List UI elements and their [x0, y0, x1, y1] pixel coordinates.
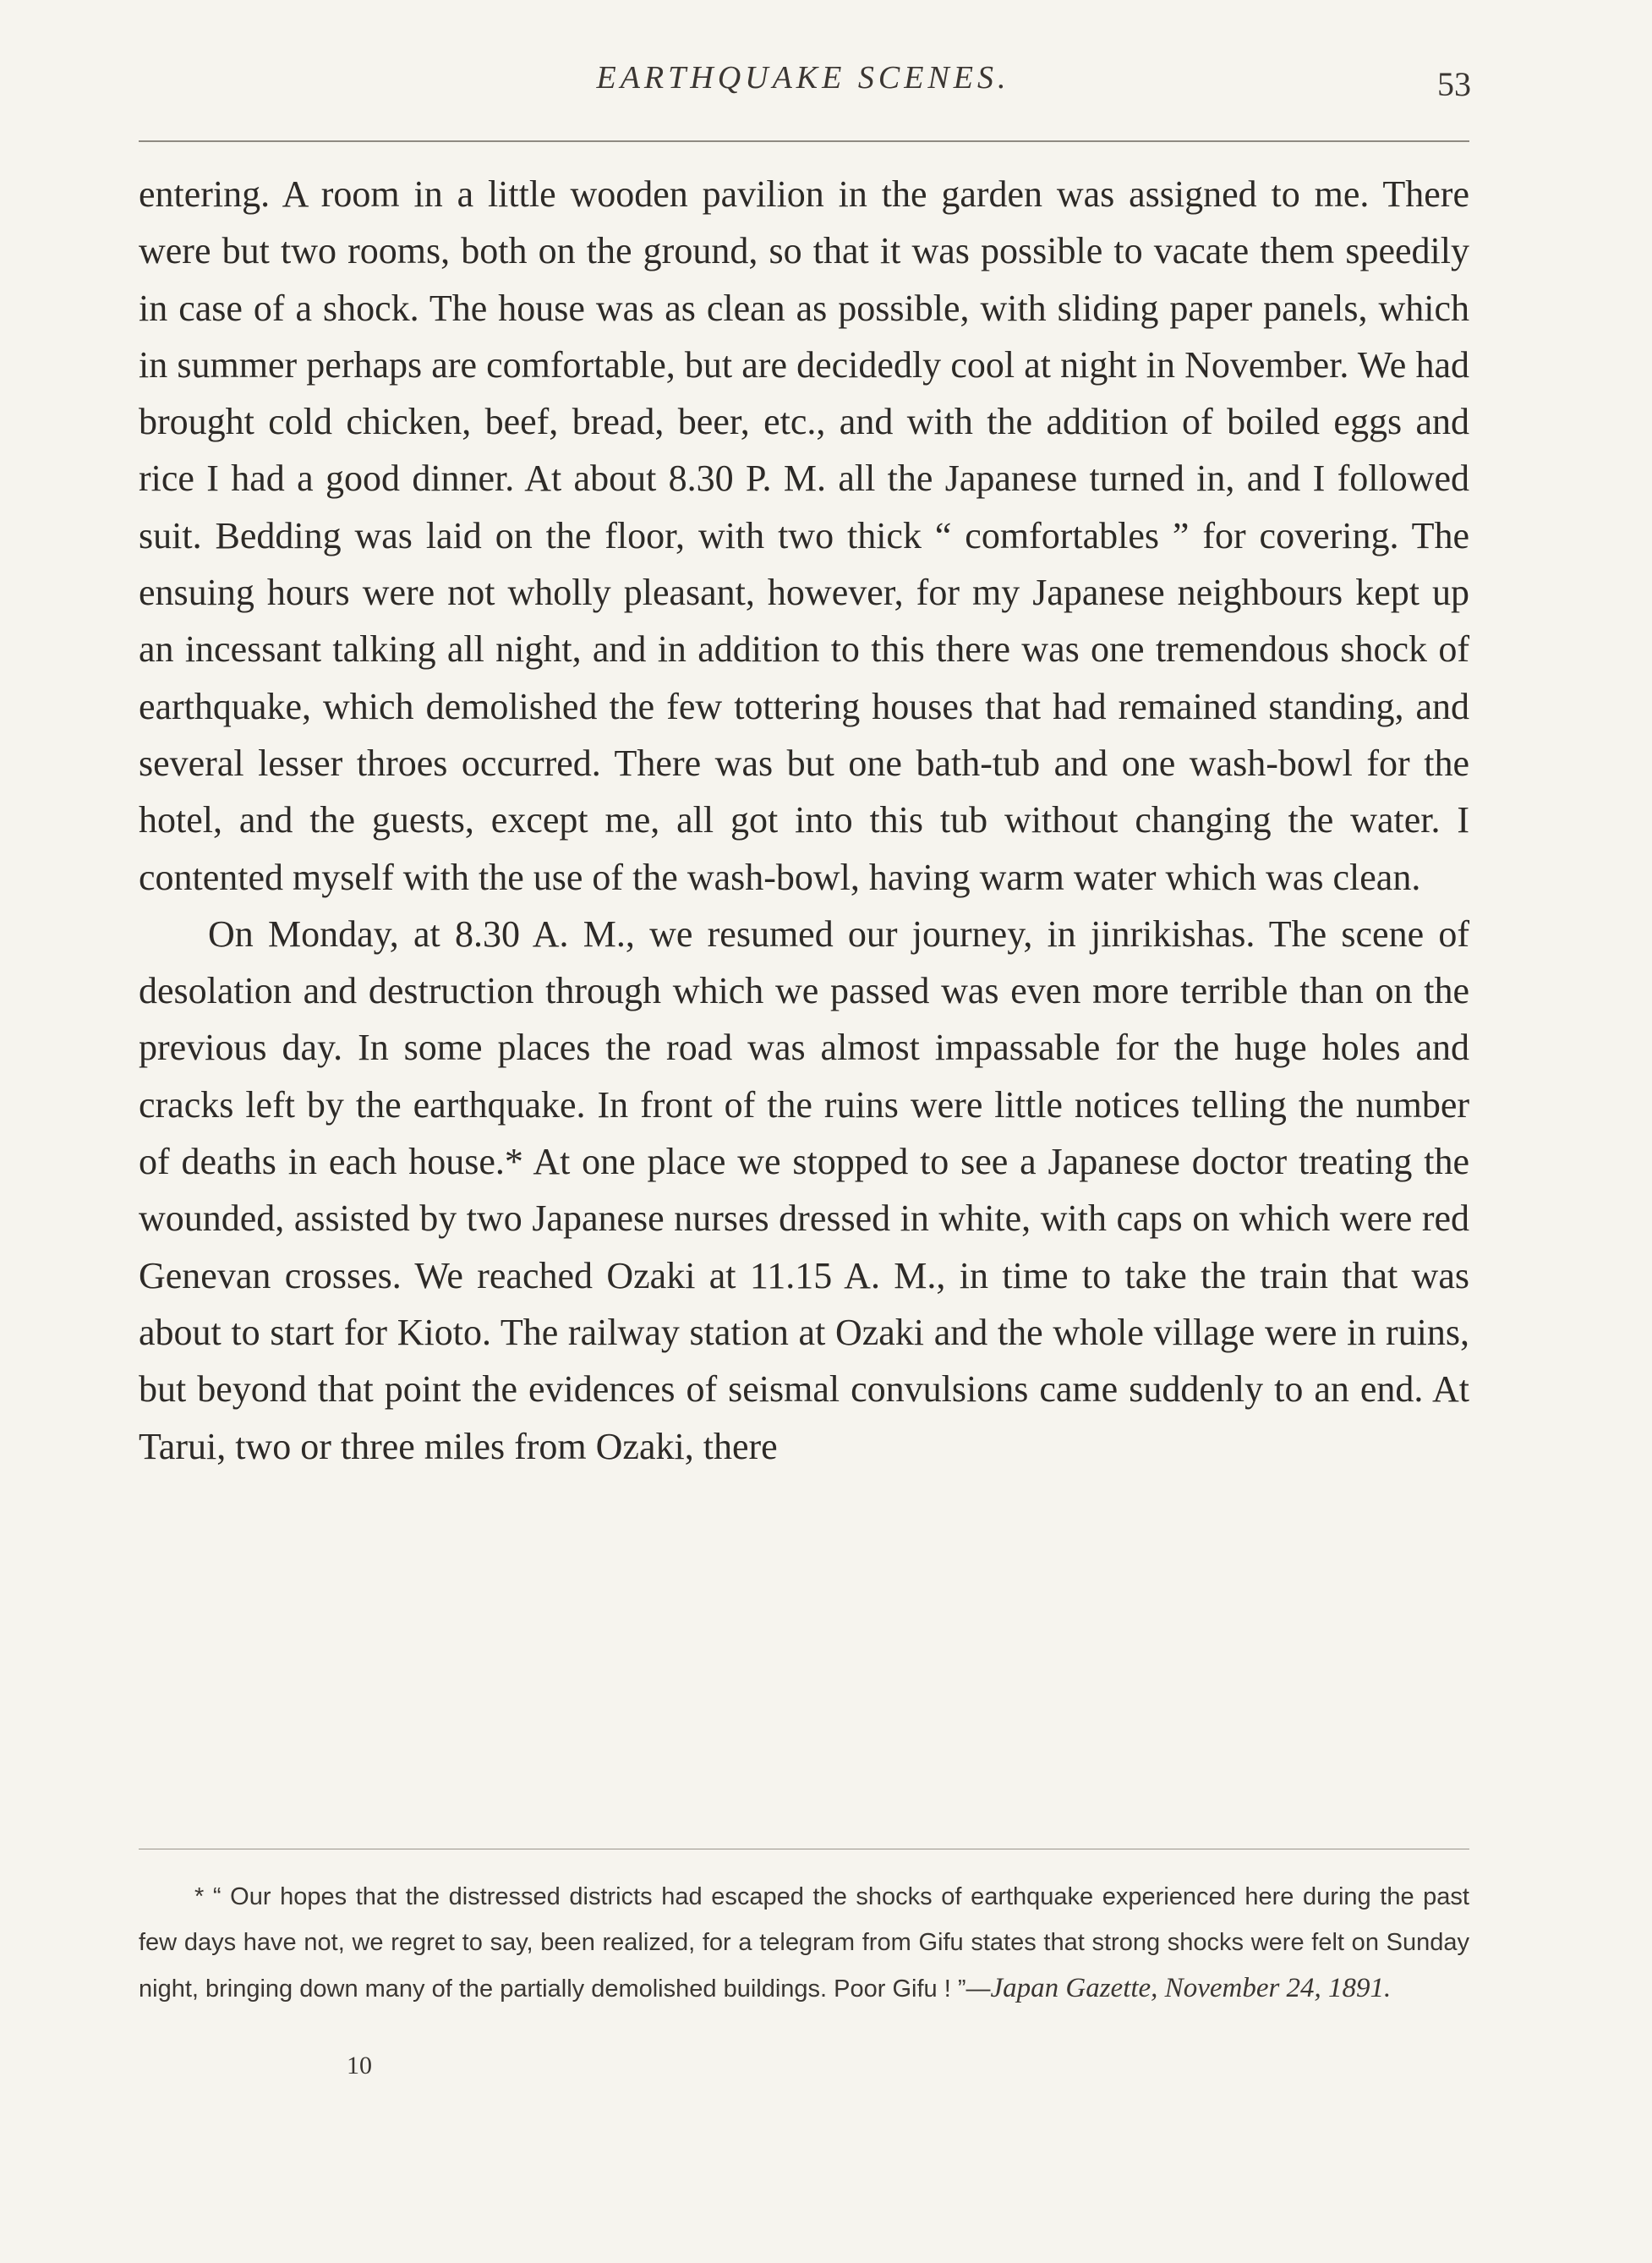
header-rule	[139, 140, 1469, 142]
footnote-citation: Japan Gazette, November 24, 1891.	[990, 1973, 1392, 2003]
footnote-text: * “ Our hopes that the distressed districts had escaped the shocks of earthquake experienced here during the past few days have not, we regret to say, been realized, for a telegram from Gifu states that strong shocks were felt on Sunday night, bringing down many of the partially demolished buildings. Poor Gifu ! ”—	[139, 1883, 1469, 2003]
running-head	[0, 59, 1652, 110]
running-title: EARTHQUAKE SCENES.	[596, 60, 1010, 96]
paragraph-1: entering. A room in a little wooden pavilion in the garden was assigned to me. There were but two rooms, both on the ground, so that it was possible to vacate them speedily in case of a shock. The house was as clean as possible, with sliding paper panels, which in summer perhaps are comfortable, but are decidedly cool at night in November. We had brought cold chicken, beef, bread, beer, etc., and with the addition of boiled eggs and rice I had a good dinner. At about 8.30 P. M. all the Japanese turned in, and I followed suit. Bedding was laid on the floor, with two thick “ comfortables ” for covering. The ensuing hours were not wholly pleasant, however, for my Japanese neighbours kept up an incessant talking all night, and in addition to this there was one tremendous shock of earthquake, which demolished the few tottering houses that had remained standing, and several lesser throes occurred. There was but one bath-tub and one wash-bowl for the hotel, and the guests, except me, all got into this tub without changing the water. I contented myself with the use of the wash-bowl, having warm water which was clean.	[139, 173, 1469, 898]
body-text	[139, 166, 1469, 1475]
paragraph-2: On Monday, at 8.30 A. M., we resumed our journey, in jinrikishas. The scene of desolation and destruction through which we passed was even more terrible than on the previous day. In some places the road was almost impassable for the huge holes and cracks left by the earthquake. In front of the ruins were little notices telling the number of deaths in each house.* At one place we stopped to see a Japanese doctor treating the wounded, assisted by two Japanese nurses dressed in white, with caps on which were red Genevan crosses. We reached Ozaki at 11.15 A. M., in time to take the train that was about to start for Kioto. The railway station at Ozaki and the whole village were in ruins, but beyond that point the evidences of seismal convulsions came suddenly to an end. At Tarui, two or three miles from Ozaki, there	[139, 912, 1469, 1467]
footnote	[139, 1874, 1469, 2012]
page-number: 53	[1437, 65, 1471, 103]
signature-mark: 10	[347, 2052, 372, 2079]
